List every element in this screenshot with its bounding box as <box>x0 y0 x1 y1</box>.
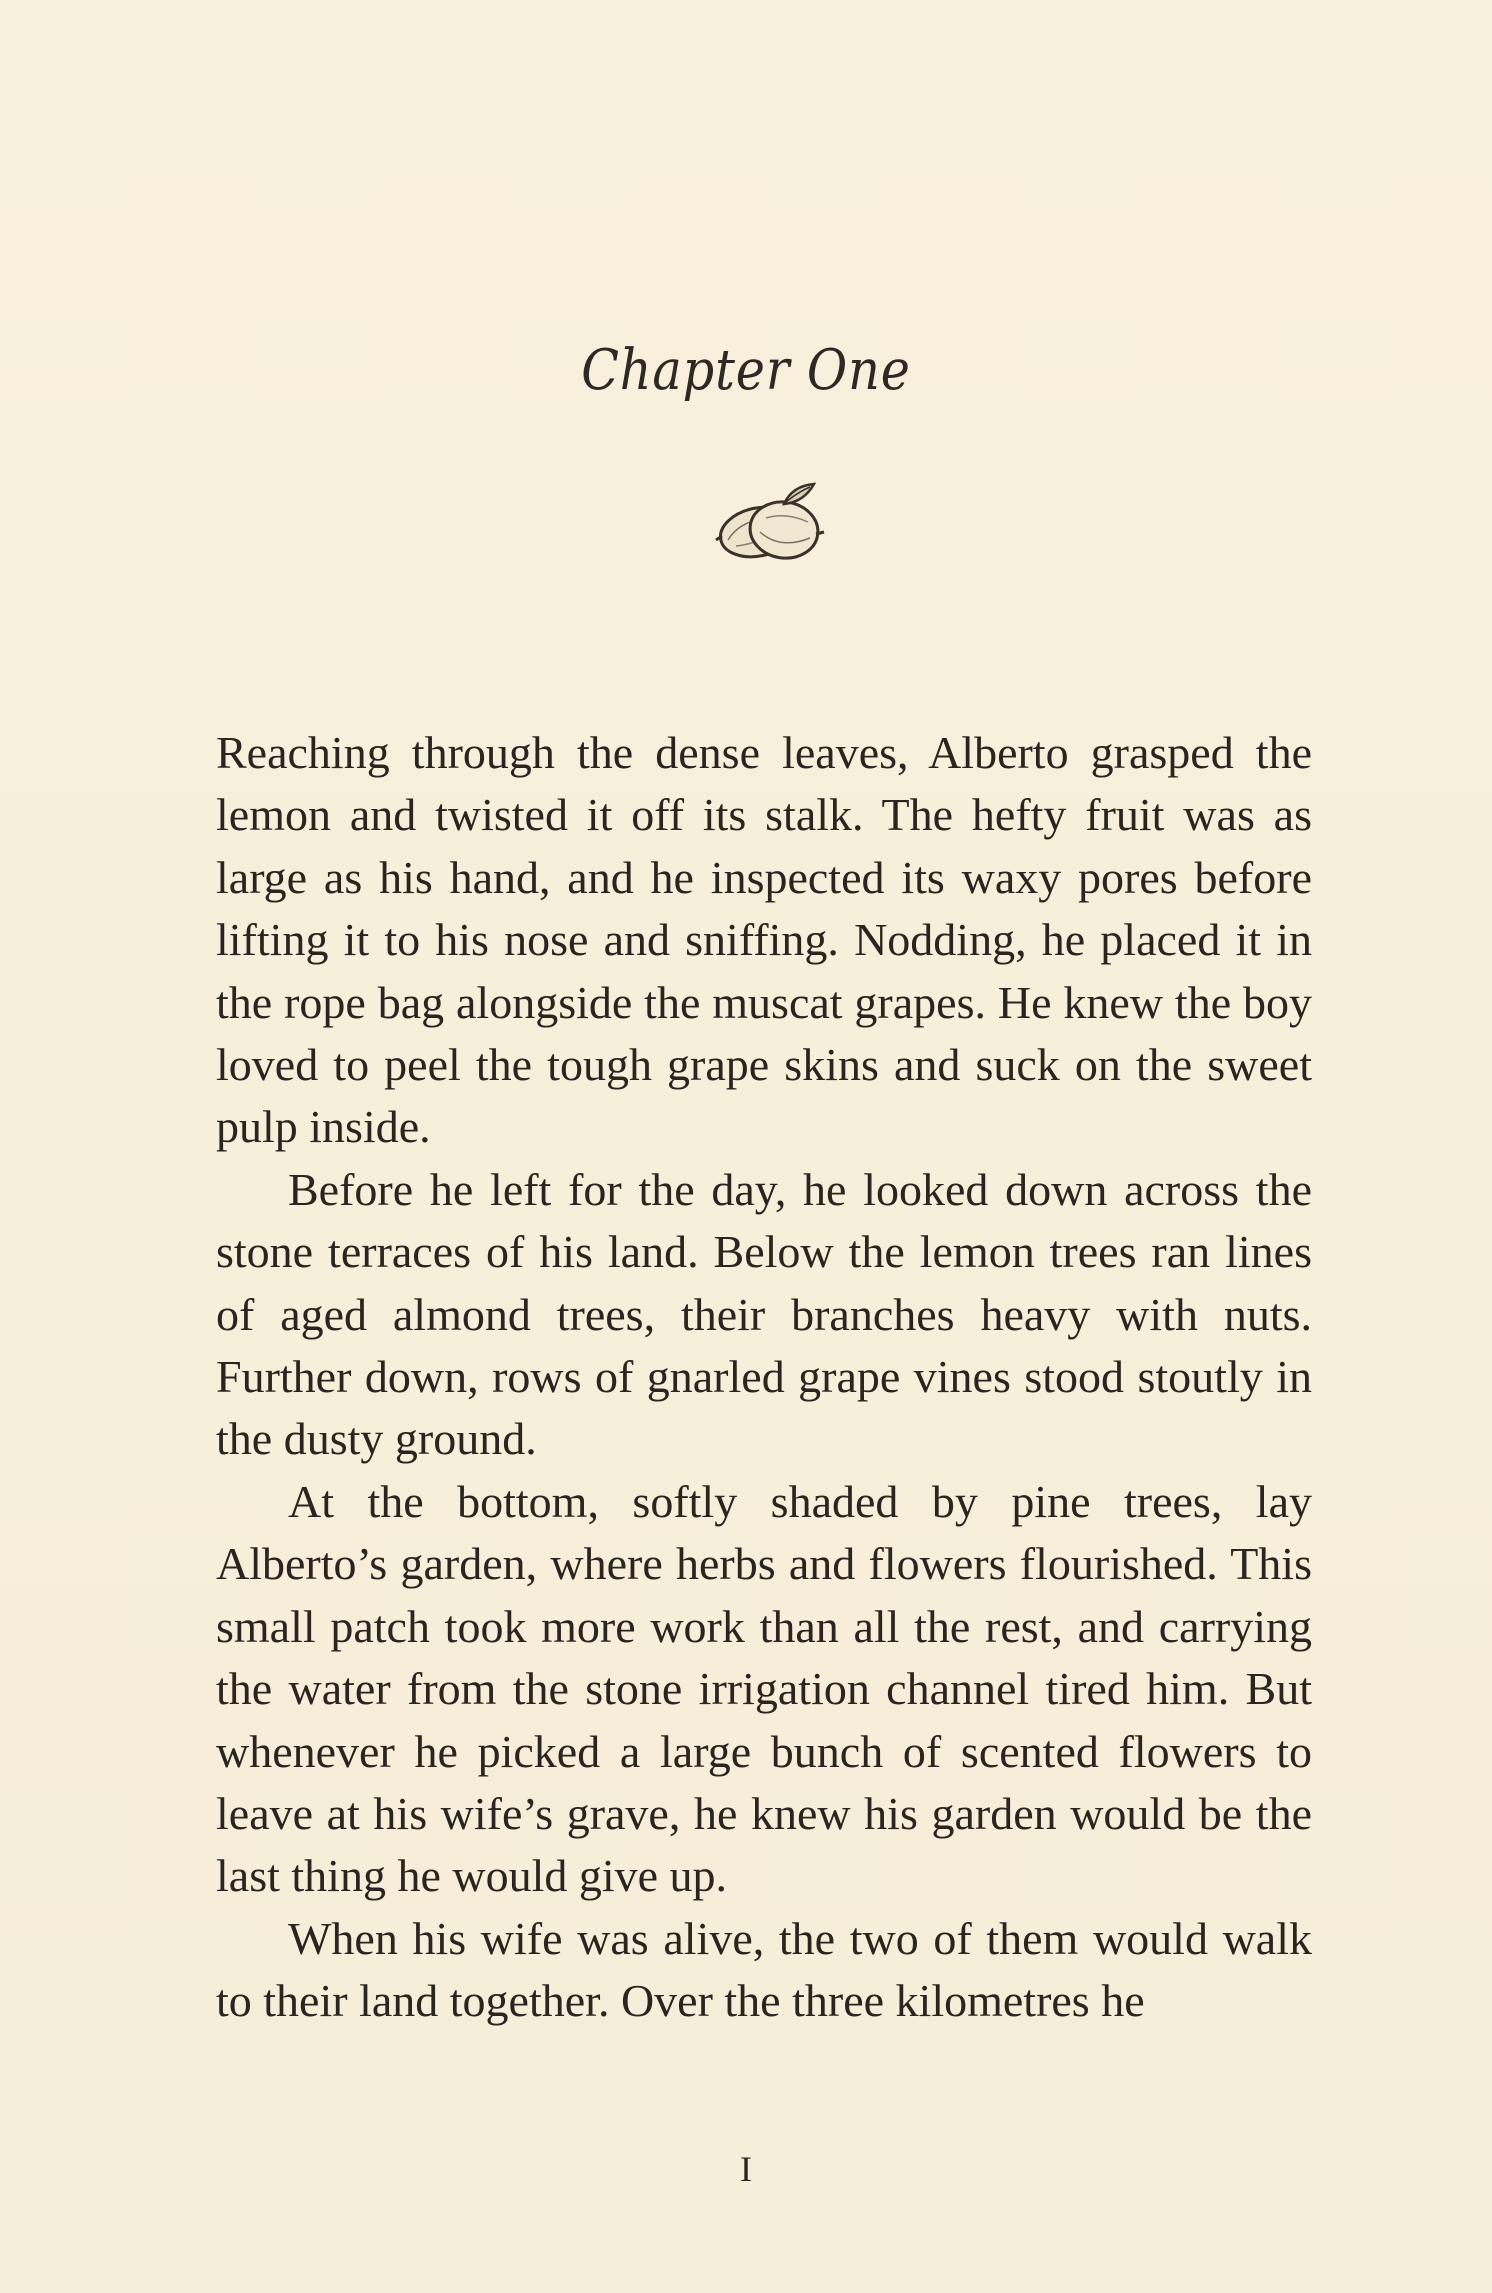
paragraph: Reaching through the dense leaves, Alberto grasped the lemon and twisted it off its stalk. The hefty fruit was as large as his hand, and he inspected its waxy pores before lifting it to his nose and sniffing. Nodding, he placed it in the rope bag alongside the muscat grapes. He knew the boy loved to peel the tough grape skins and suck on the sweet pulp inside. <box>216 727 1312 1153</box>
lemons-icon <box>700 472 840 572</box>
page-number: I <box>740 2149 752 2189</box>
paragraph: When his wife was alive, the two of them would walk to their land together. Over the three kilometres he <box>216 1912 1312 2027</box>
paragraph: Before he left for the day, he looked down across the stone terraces of his land. Below the lemon trees ran lines of aged almond trees, their branches heavy with nuts. Further down, rows of gnarled grape vines stood stoutly in the dusty ground. <box>216 1163 1312 1465</box>
chapter-body <box>216 722 1312 2033</box>
chapter-title: Chapter One <box>581 338 911 403</box>
paragraph: At the bottom, softly shaded by pine trees, lay Alberto’s garden, where herbs and flowers flourished. This small patch took more work than all the rest, and carrying the water from the stone irrigation channel tired him. But whenever he picked a large bunch of scented flowers to leave at his wife’s grave, he knew his garden would be the last thing he would give up. <box>216 1475 1312 1902</box>
